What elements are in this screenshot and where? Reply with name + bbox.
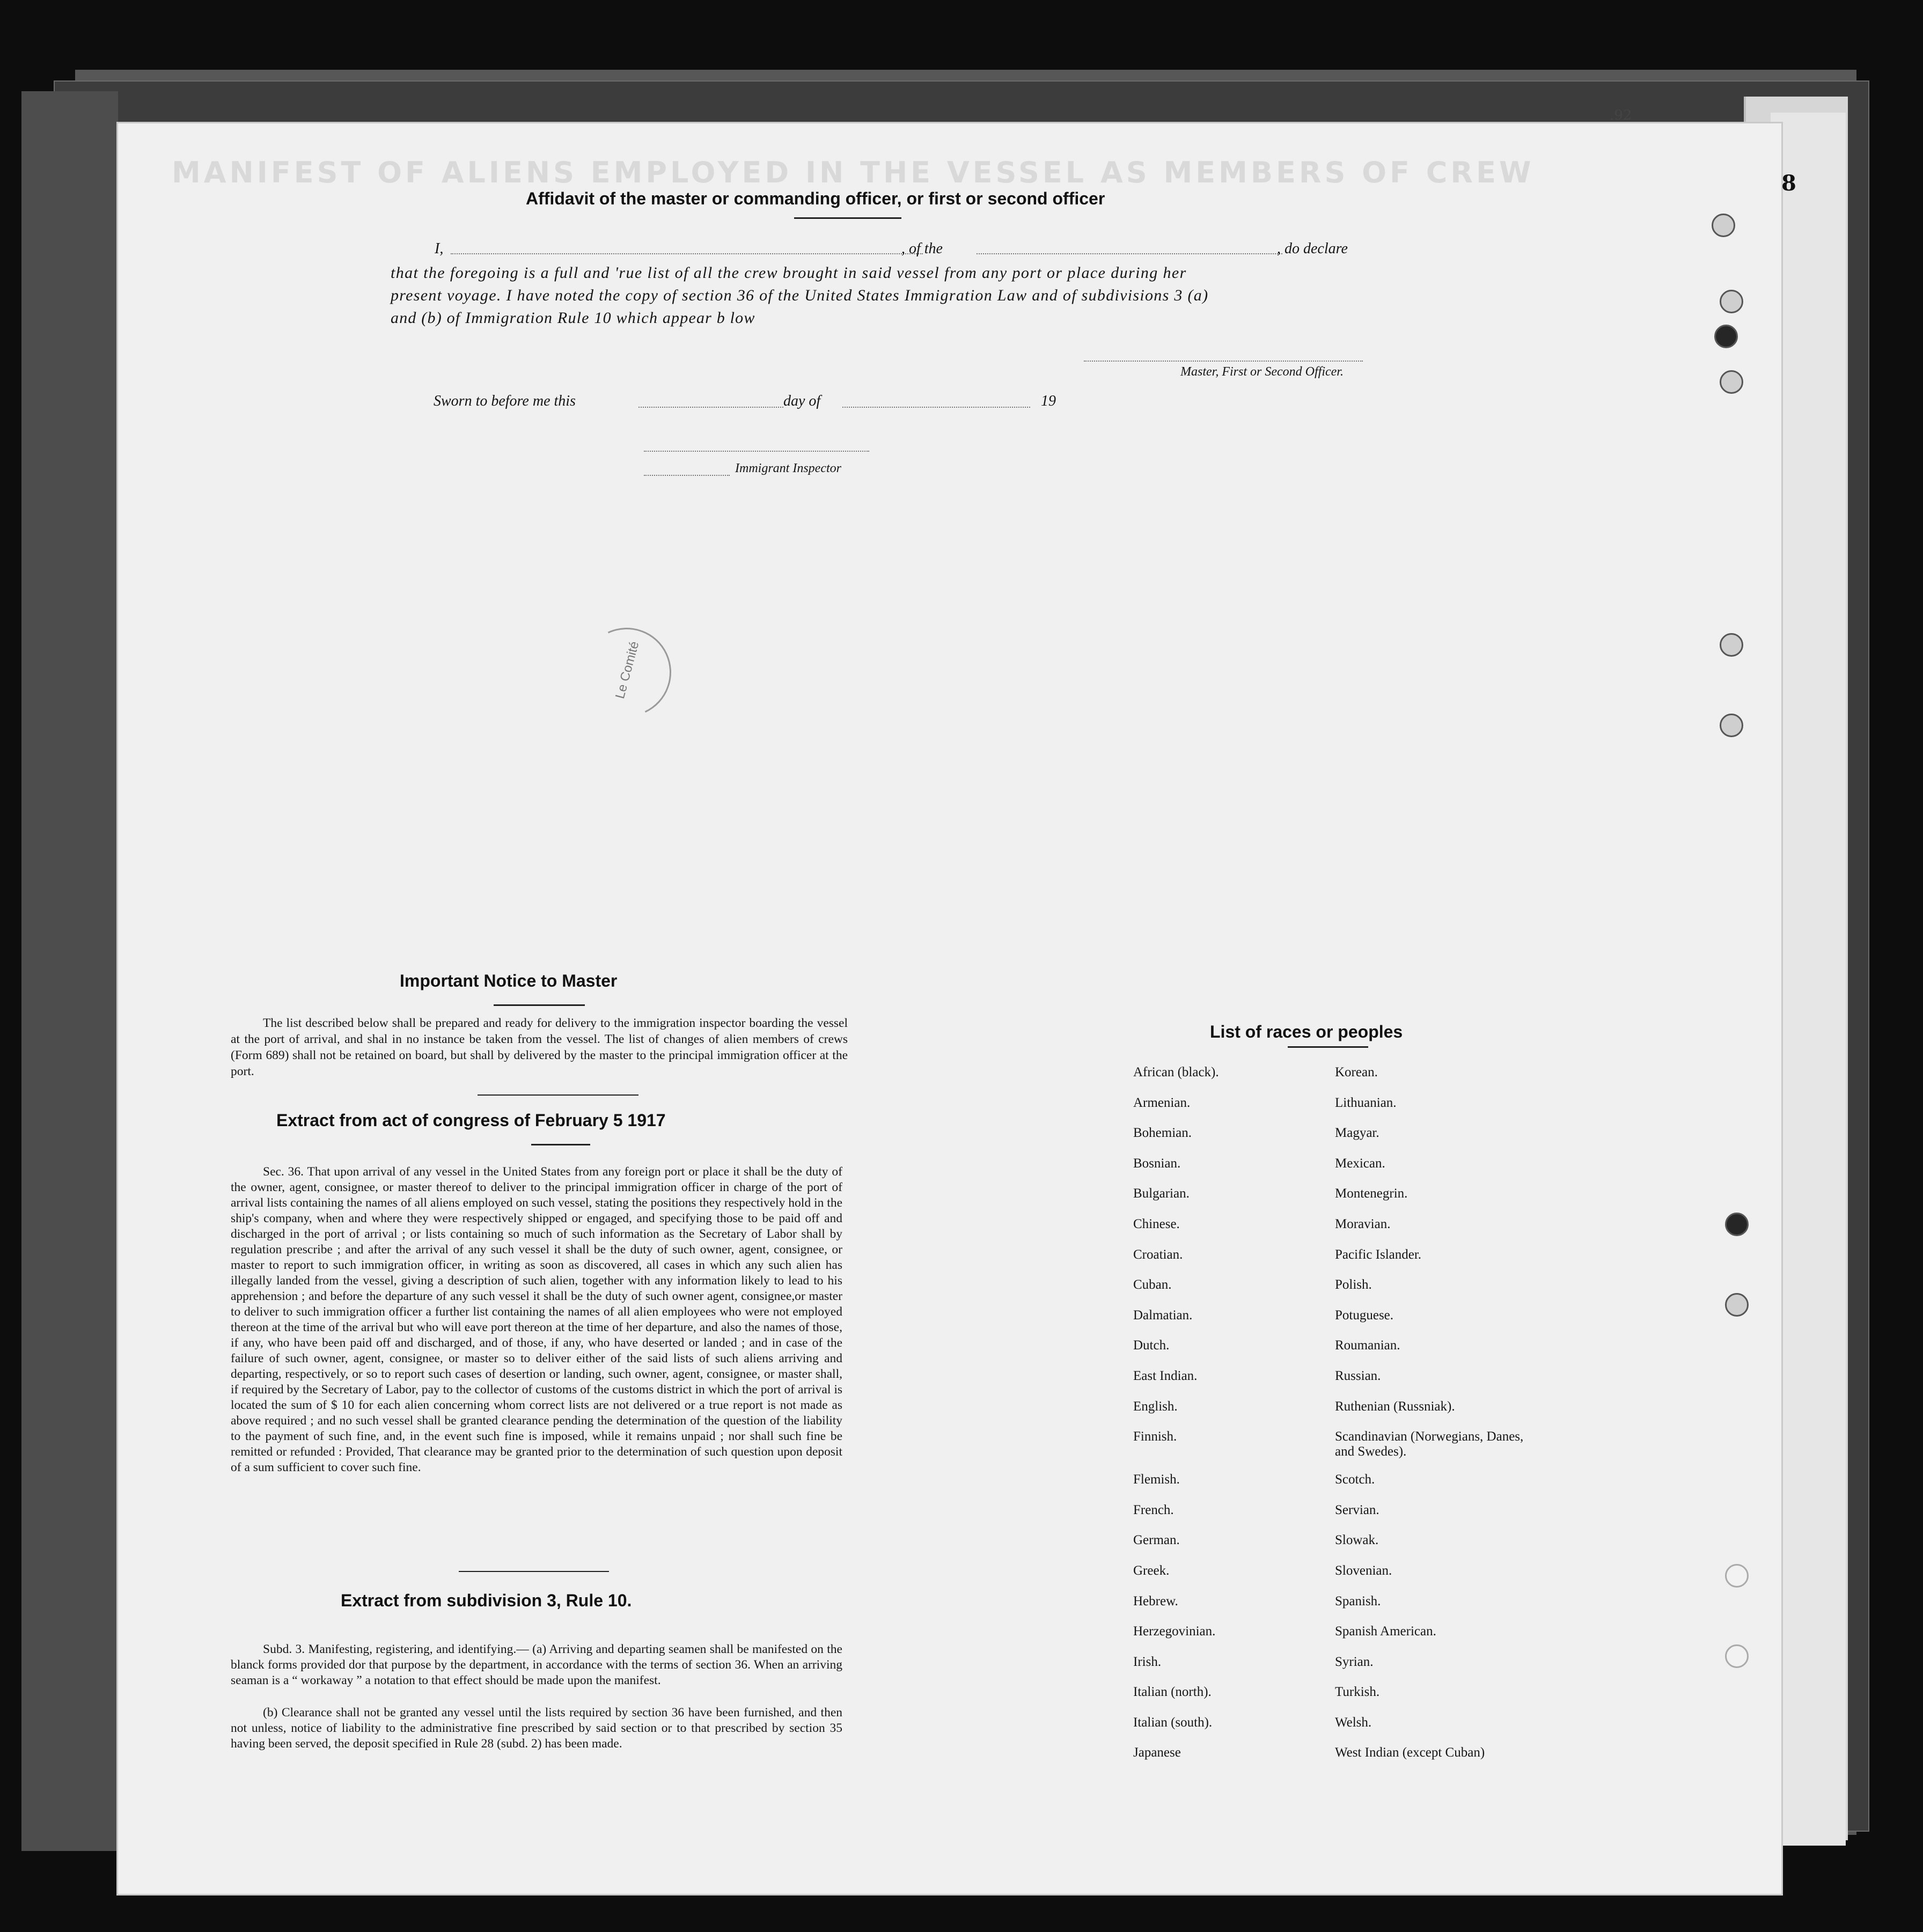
- act-extract-title: Extract from act of congress of February 5 1917: [276, 1111, 666, 1130]
- punch-hole: [1720, 633, 1743, 657]
- title-underline: [794, 217, 901, 219]
- act-divider: [459, 1571, 609, 1572]
- race-item: Potuguese.: [1335, 1307, 1394, 1323]
- race-item: Montenegrin.: [1335, 1186, 1408, 1201]
- race-item: Slovenian.: [1335, 1563, 1392, 1578]
- race-item: Polish.: [1335, 1277, 1372, 1292]
- race-item: Spanish.: [1335, 1593, 1381, 1608]
- race-item: Greek.: [1133, 1563, 1170, 1578]
- race-item: Cuban.: [1133, 1277, 1172, 1292]
- master-signature-label: Master, First or Second Officer.: [1180, 365, 1344, 379]
- race-item: Bohemian.: [1133, 1126, 1192, 1141]
- race-item: Roumanian.: [1335, 1338, 1400, 1353]
- side-number: 8: [1781, 171, 1796, 196]
- notice-underline: [494, 1004, 585, 1006]
- race-item: Bosnian.: [1133, 1156, 1181, 1171]
- race-item: Chinese.: [1133, 1216, 1180, 1231]
- affidavit-of-the: , of the: [901, 240, 943, 257]
- affidavit-line-2: that the foregoing is a full and 'rue list of all the crew brought in said vessel from any port or place during her: [391, 264, 1187, 282]
- race-item: African (black).: [1133, 1065, 1219, 1079]
- race-item: Japanese: [1133, 1745, 1181, 1760]
- race-item: Italian (north).: [1133, 1685, 1212, 1700]
- races-underline: [1288, 1046, 1368, 1048]
- punch-hole: [1720, 714, 1743, 737]
- name-blank: [451, 253, 923, 254]
- year-prefix: 19: [1041, 393, 1056, 409]
- race-item: Flemish.: [1133, 1472, 1180, 1487]
- punch-hole: [1720, 370, 1743, 394]
- race-item: Hebrew.: [1133, 1593, 1178, 1608]
- act-extract-body: Sec. 36. That upon arrival of any vessel in the United States from any foreign port or place it shall be the duty of the owner, agent, consignee, or master thereof to deliver to the principal immigration officer in charge of the port of arrival lists containing the names of all aliens employed on such vessel, stating the positions they respectively hold in the ship's company, when and where they were respectively shipped or engaged, and specifying those to be paid off and discharged in the port of arrival ; or lists containing so much of such information as the Secretary of Labor shall by regulation prescribe ; and after the arrival of any such vessel it shall be the duty of such owner, agent, consignee, or master to report to such immigration officer, in writing as soon as discovered, all cases in which any such alien has illegally landed from the vessel, giving a description of such alien, together with any information likely to lead to his apprehension ; and before the departure of any such vessel it shall be the duty of such owner agent, consignee,or master to deliver to such immigration officer a further list containing the names of all alien employees who were not employed thereon at the time of the arrival but who will eave port thereon at the time of her departure, and also the names of those, if any, who have been paid off and discharged, and of those, if any, who have deserted or landed ; and in case of the failure of such owner, agent, consignee, or master so to deliver either of the said lists of such aliens arriving and departing, respectively, or so to report such cases of desertion or landing, such owner, agent, consignee, or master shall, if required by the Secretary of Labor, pay to the collector of customs of the customs district in which the port of arrival is located the sum of $ 10 for each alien concerning whom correct lists are not delivered or a true report is not made as above required ; and no such vessel shall be granted clearance pending the determination of the question of the liability to the payment of such fine, and, in the event such fine is imposed, while it remains unpaid ; nor shall such fine be remitted or refunded : Provided, That clearance may be granted prior to the determination of such question upon deposit of a sum sufficient to cover such fine.: [231, 1165, 842, 1474]
- notice-divider: [478, 1094, 638, 1096]
- race-item: Dalmatian.: [1133, 1307, 1193, 1323]
- race-item: Italian (south).: [1133, 1715, 1213, 1730]
- inspector-label: Immigrant Inspector: [735, 461, 841, 475]
- race-item: Armenian.: [1133, 1095, 1191, 1110]
- race-item: Finnish.: [1133, 1429, 1177, 1444]
- affidavit-line-4: and (b) of Immigration Rule 10 which appear b low: [391, 309, 755, 327]
- races-title: List of races or peoples: [1210, 1022, 1403, 1041]
- day-of-text: day of: [783, 393, 821, 409]
- race-item: Syrian.: [1335, 1654, 1374, 1669]
- inspector-line-short: [644, 475, 730, 476]
- race-item: Lithuanian.: [1335, 1095, 1397, 1110]
- race-item: Magyar.: [1335, 1126, 1379, 1141]
- bleed-through-text: MANIFEST OF ALIENS EMPLOYED IN THE VESSEL AS MEMBERS OF CREW: [172, 156, 1535, 189]
- race-item: Welsh.: [1335, 1715, 1372, 1730]
- race-item: Mexican.: [1335, 1156, 1385, 1171]
- race-item: Korean.: [1335, 1065, 1378, 1079]
- punch-hole: [1725, 1213, 1749, 1236]
- vessel-blank: [977, 253, 1282, 254]
- race-item: Slowak.: [1335, 1533, 1379, 1548]
- punch-hole: [1725, 1564, 1749, 1588]
- race-item: Moravian.: [1335, 1216, 1391, 1231]
- races-list-left: [1133, 1065, 1219, 1776]
- punch-hole: [1712, 214, 1735, 237]
- inspector-signature-line: [644, 451, 869, 452]
- affidavit-declare: , do declare: [1277, 240, 1348, 257]
- rule-extract-para-a: Subd. 3. Manifesting, registering, and identifying.— (a) Arriving and departing seamen shall be manifested on the blanck forms provided dor that purpose by the department, in accordance with the terms of section 36. When an arriving seaman is a “ workaway ” a notation to that effect should be made upon the manifest.: [231, 1642, 842, 1687]
- affidavit-i: I,: [435, 240, 444, 257]
- punch-hole: [1714, 325, 1738, 348]
- rule-extract-title: Extract from subdivision 3, Rule 10.: [341, 1591, 632, 1610]
- race-item: West Indian (except Cuban): [1335, 1745, 1485, 1760]
- race-item: Scandinavian (Norwegians, Danes, and Swedes).: [1335, 1429, 1524, 1459]
- sworn-day-blank: [638, 407, 783, 408]
- punch-hole: [1725, 1293, 1749, 1317]
- race-item: Dutch.: [1133, 1338, 1170, 1353]
- page-number: .92: [1610, 107, 1632, 123]
- race-item: Servian.: [1335, 1502, 1379, 1517]
- race-item: Russian.: [1335, 1368, 1381, 1383]
- sworn-month-blank: [842, 407, 1030, 408]
- sworn-text: Sworn to before me this: [434, 393, 576, 409]
- stamp-text: Le Comité: [613, 640, 642, 701]
- race-item: French.: [1133, 1502, 1174, 1517]
- act-underline: [531, 1144, 590, 1145]
- punch-hole: [1725, 1644, 1749, 1668]
- notice-title: Important Notice to Master: [400, 971, 618, 990]
- notice-body: The list described below shall be prepared and ready for delivery to the immigration inspector boarding the vessel at the port of arrival, and shal in no instance be taken from the vessel. The list of changes of alien members of crews (Form 689) shall not be retained on board, but shall by delivered by the master to the principal immigration officer at the port.: [231, 1016, 848, 1078]
- signature-line: [1084, 361, 1363, 362]
- races-list-right: [1335, 1065, 1539, 1776]
- race-item: Pacific Islander.: [1335, 1247, 1422, 1262]
- race-item: Ruthenian (Russniak).: [1335, 1399, 1455, 1414]
- race-item: Bulgarian.: [1133, 1186, 1190, 1201]
- race-item: Turkish.: [1335, 1685, 1380, 1700]
- underlying-sheet-edge-2: [1771, 113, 1846, 1846]
- affidavit-line-3: present voyage. I have noted the copy of section 36 of the United States Immigration Law and of subdivisions 3 (a): [391, 287, 1209, 304]
- race-item: German.: [1133, 1533, 1180, 1548]
- punch-hole: [1720, 290, 1743, 313]
- race-item: English.: [1133, 1399, 1178, 1414]
- race-item: East Indian.: [1133, 1368, 1198, 1383]
- race-item: Herzegovinian.: [1133, 1624, 1216, 1639]
- race-item: Scotch.: [1335, 1472, 1375, 1487]
- rule-extract-para-b: (b) Clearance shall not be granted any vessel until the lists required by section 36 have been furnished, and then not unless, notice of liability to the administrative fine prescribed by said section or to that prescribed by section 35 having been served, the deposit specified in Rule 28 (subd. 2) has been made.: [231, 1706, 842, 1751]
- race-item: Spanish American.: [1335, 1624, 1436, 1639]
- left-sheet-edge: [21, 91, 118, 1851]
- affidavit-title: Affidavit of the master or commanding officer, or first or second officer: [526, 189, 1105, 208]
- race-item: Irish.: [1133, 1654, 1162, 1669]
- race-item: Croatian.: [1133, 1247, 1183, 1262]
